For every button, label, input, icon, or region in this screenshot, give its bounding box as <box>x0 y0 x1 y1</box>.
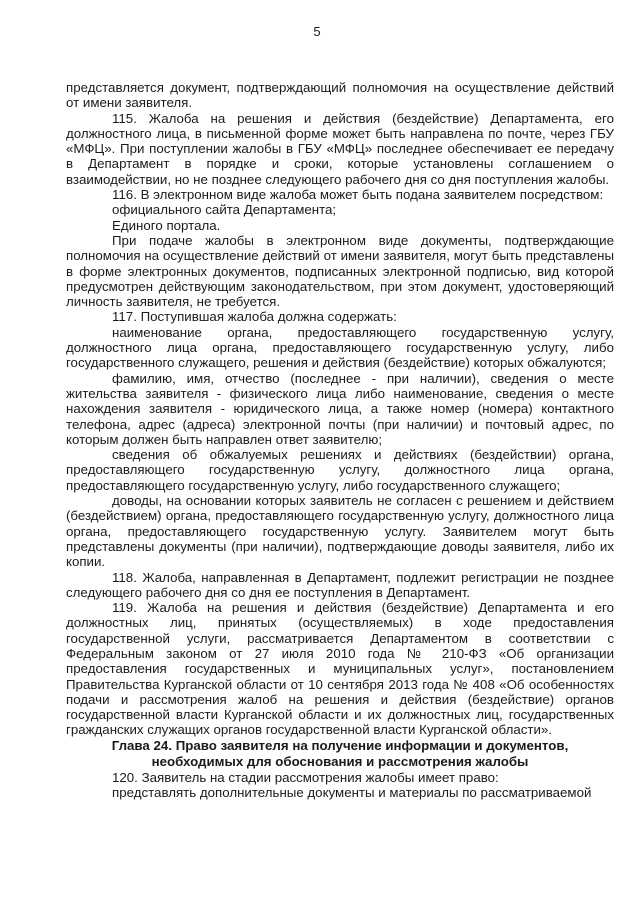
list-item-applicant-info: фамилию, имя, отчество (последнее - при наличии), сведения о месте жительства заявителя - физического лица либо наименование, сведения о месте нахождения заявителя - юридического лица, а также номер (номера) контактного телефона, адрес (адреса) электронной почты (при наличии) и почтовый адрес, по которым должен быть направлен ответ заявителю; <box>66 370 614 447</box>
paragraph-118: 118. Жалоба, направленная в Департамент, подлежит регистрации не позднее следующего рабочего дня со дня ее поступления в Департамент. <box>66 569 614 600</box>
chapter-heading-line1: Глава 24. Право заявителя на получение информации и документов, <box>111 737 569 753</box>
paragraph-116: 116. В электронном виде жалоба может быть подана заявителем посредством: <box>112 187 604 203</box>
paragraph-115: 115. Жалоба на решения и действия (бездействие) Департамента, его должностного лица, в письменной форме может быть направлена по почте, через ГБУ «МФЦ». При поступлении жалобы в ГБУ «МФЦ» последнее обеспечивает ее передачу в Департамент в порядке и сроки, которые установлены соглашением о взаимодействии, но не позднее следующего рабочего дня со дня поступления жалобы. <box>66 110 614 187</box>
list-item-appealed-decisions: сведения об обжалуемых решениях и действиях (бездействии) органа, предоставляющего государственную услугу, должностного лица органа, предоставляющего государственную услугу, либо государственного служащего; <box>66 447 614 493</box>
paragraph-119: 119. Жалоба на решения и действия (бездействие) Департамента и его должностных лиц, принятых (осуществляемых) в ходе предоставления государственной услуги, рассматривается Департаментом в соответствии с Федеральным законом от 27 июля 2010 года № 210-ФЗ «Об организации предоставления государственных и муниципальных услуг», постановлением Правительства Курганской области от 10 сентября 2013 года № 408 «Об особенностях подачи и рассмотрения жалоб на решения и действия (бездействие) органов государственной власти Курганской области и их должностных лиц, государственных гражданских служащих органов государственной власти Курганской области». <box>66 600 614 738</box>
list-item-official-site: официального сайта Департамента; <box>112 202 337 218</box>
list-item-organ-name: наименование органа, предоставляющего государственную услугу, должностного лица органа, предоставляющего государственную услугу, либо государственного служащего, решения и действия (бездействие) которых обжалуются; <box>66 324 614 371</box>
list-item-unified-portal: Единого портала. <box>112 217 221 233</box>
document-body <box>66 80 614 800</box>
paragraph-120: 120. Заявитель на стадии рассмотрения жалобы имеет право: <box>112 769 499 785</box>
list-item-arguments: доводы, на основании которых заявитель не согласен с решением и действием (бездействием) органа, предоставляющего государственную услугу, должностного лица органа, предоставляющего государственную услугу. Заявителем могут быть представлены документы (при наличии), подтверждающие доводы заявителя, либо их копии. <box>66 493 614 570</box>
paragraph-117: 117. Поступившая жалоба должна содержать: <box>112 309 397 325</box>
paragraph-120-item: представлять дополнительные документы и материалы по рассматриваемой <box>112 785 592 801</box>
paragraph-electronic-submission: При подаче жалобы в электронном виде документы, подтверждающие полномочия на осуществление действий от имени заявителя, могут быть представлены в форме электронных документов, подписанных электронной подписью, вид которой предусмотрен действующим законодательством, при этом документ, удостоверяющий личность заявителя, не требуется. <box>66 232 614 310</box>
page-number: 5 <box>313 24 321 39</box>
chapter-heading-line2: необходимых для обоснования и рассмотрения жалобы <box>151 753 529 769</box>
chapter-heading <box>66 738 614 770</box>
paragraph-continuation: представляется документ, подтверждающий полномочия на осуществление действий от имени заявителя. <box>66 80 614 111</box>
